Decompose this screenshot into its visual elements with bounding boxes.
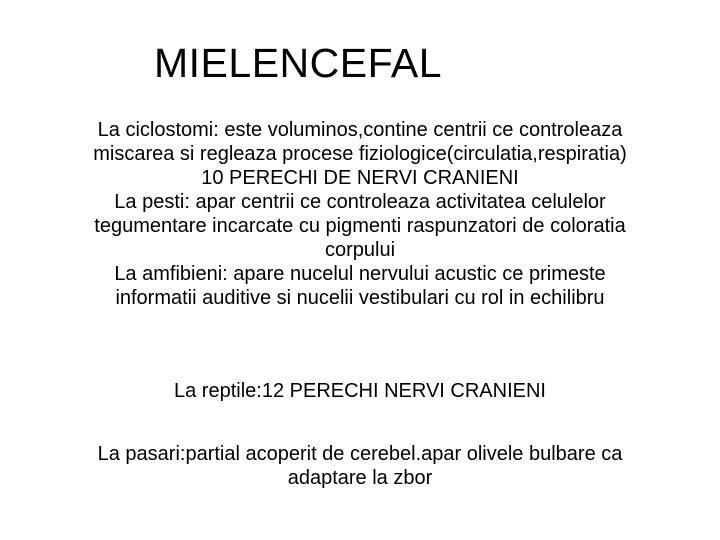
pesti-line-3: corpului <box>324 239 396 261</box>
slide-title: MIELENCEFAL <box>154 40 443 86</box>
pasari-line-1: La pasari:partial acoperit de cerebel.apar olivele bulbare ca <box>97 443 623 465</box>
ciclostomi-line-1: La ciclostomi: este voluminos,contine centrii ce controleaza <box>97 119 623 141</box>
ciclostomi-line-2: miscarea si regleaza procese fiziologice(circulatia,respiratia) <box>93 143 627 165</box>
amfibieni-line-2: informatii auditive si nucelii vestibulari cu rol in echilibru <box>115 287 605 309</box>
reptile-line: La reptile:12 PERECHI NERVI CRANIENI <box>174 380 546 402</box>
ciclostomi-nerves-line: 10 PERECHI DE NERVI CRANIENI <box>201 167 519 189</box>
amfibieni-line-1: La amfibieni: apare nucelul nervului acustic ce primeste <box>114 263 606 285</box>
bird-text-block <box>20 442 700 490</box>
pasari-line-2: adaptare la zbor <box>287 467 433 489</box>
pesti-line-1: La pesti: apar centrii ce controleaza activitatea celulelor <box>114 191 606 213</box>
reptile-text-block <box>20 379 700 403</box>
pesti-line-2: tegumentare incarcate cu pigmenti raspunzatori de coloratia <box>94 215 626 237</box>
main-text-block <box>20 118 700 310</box>
